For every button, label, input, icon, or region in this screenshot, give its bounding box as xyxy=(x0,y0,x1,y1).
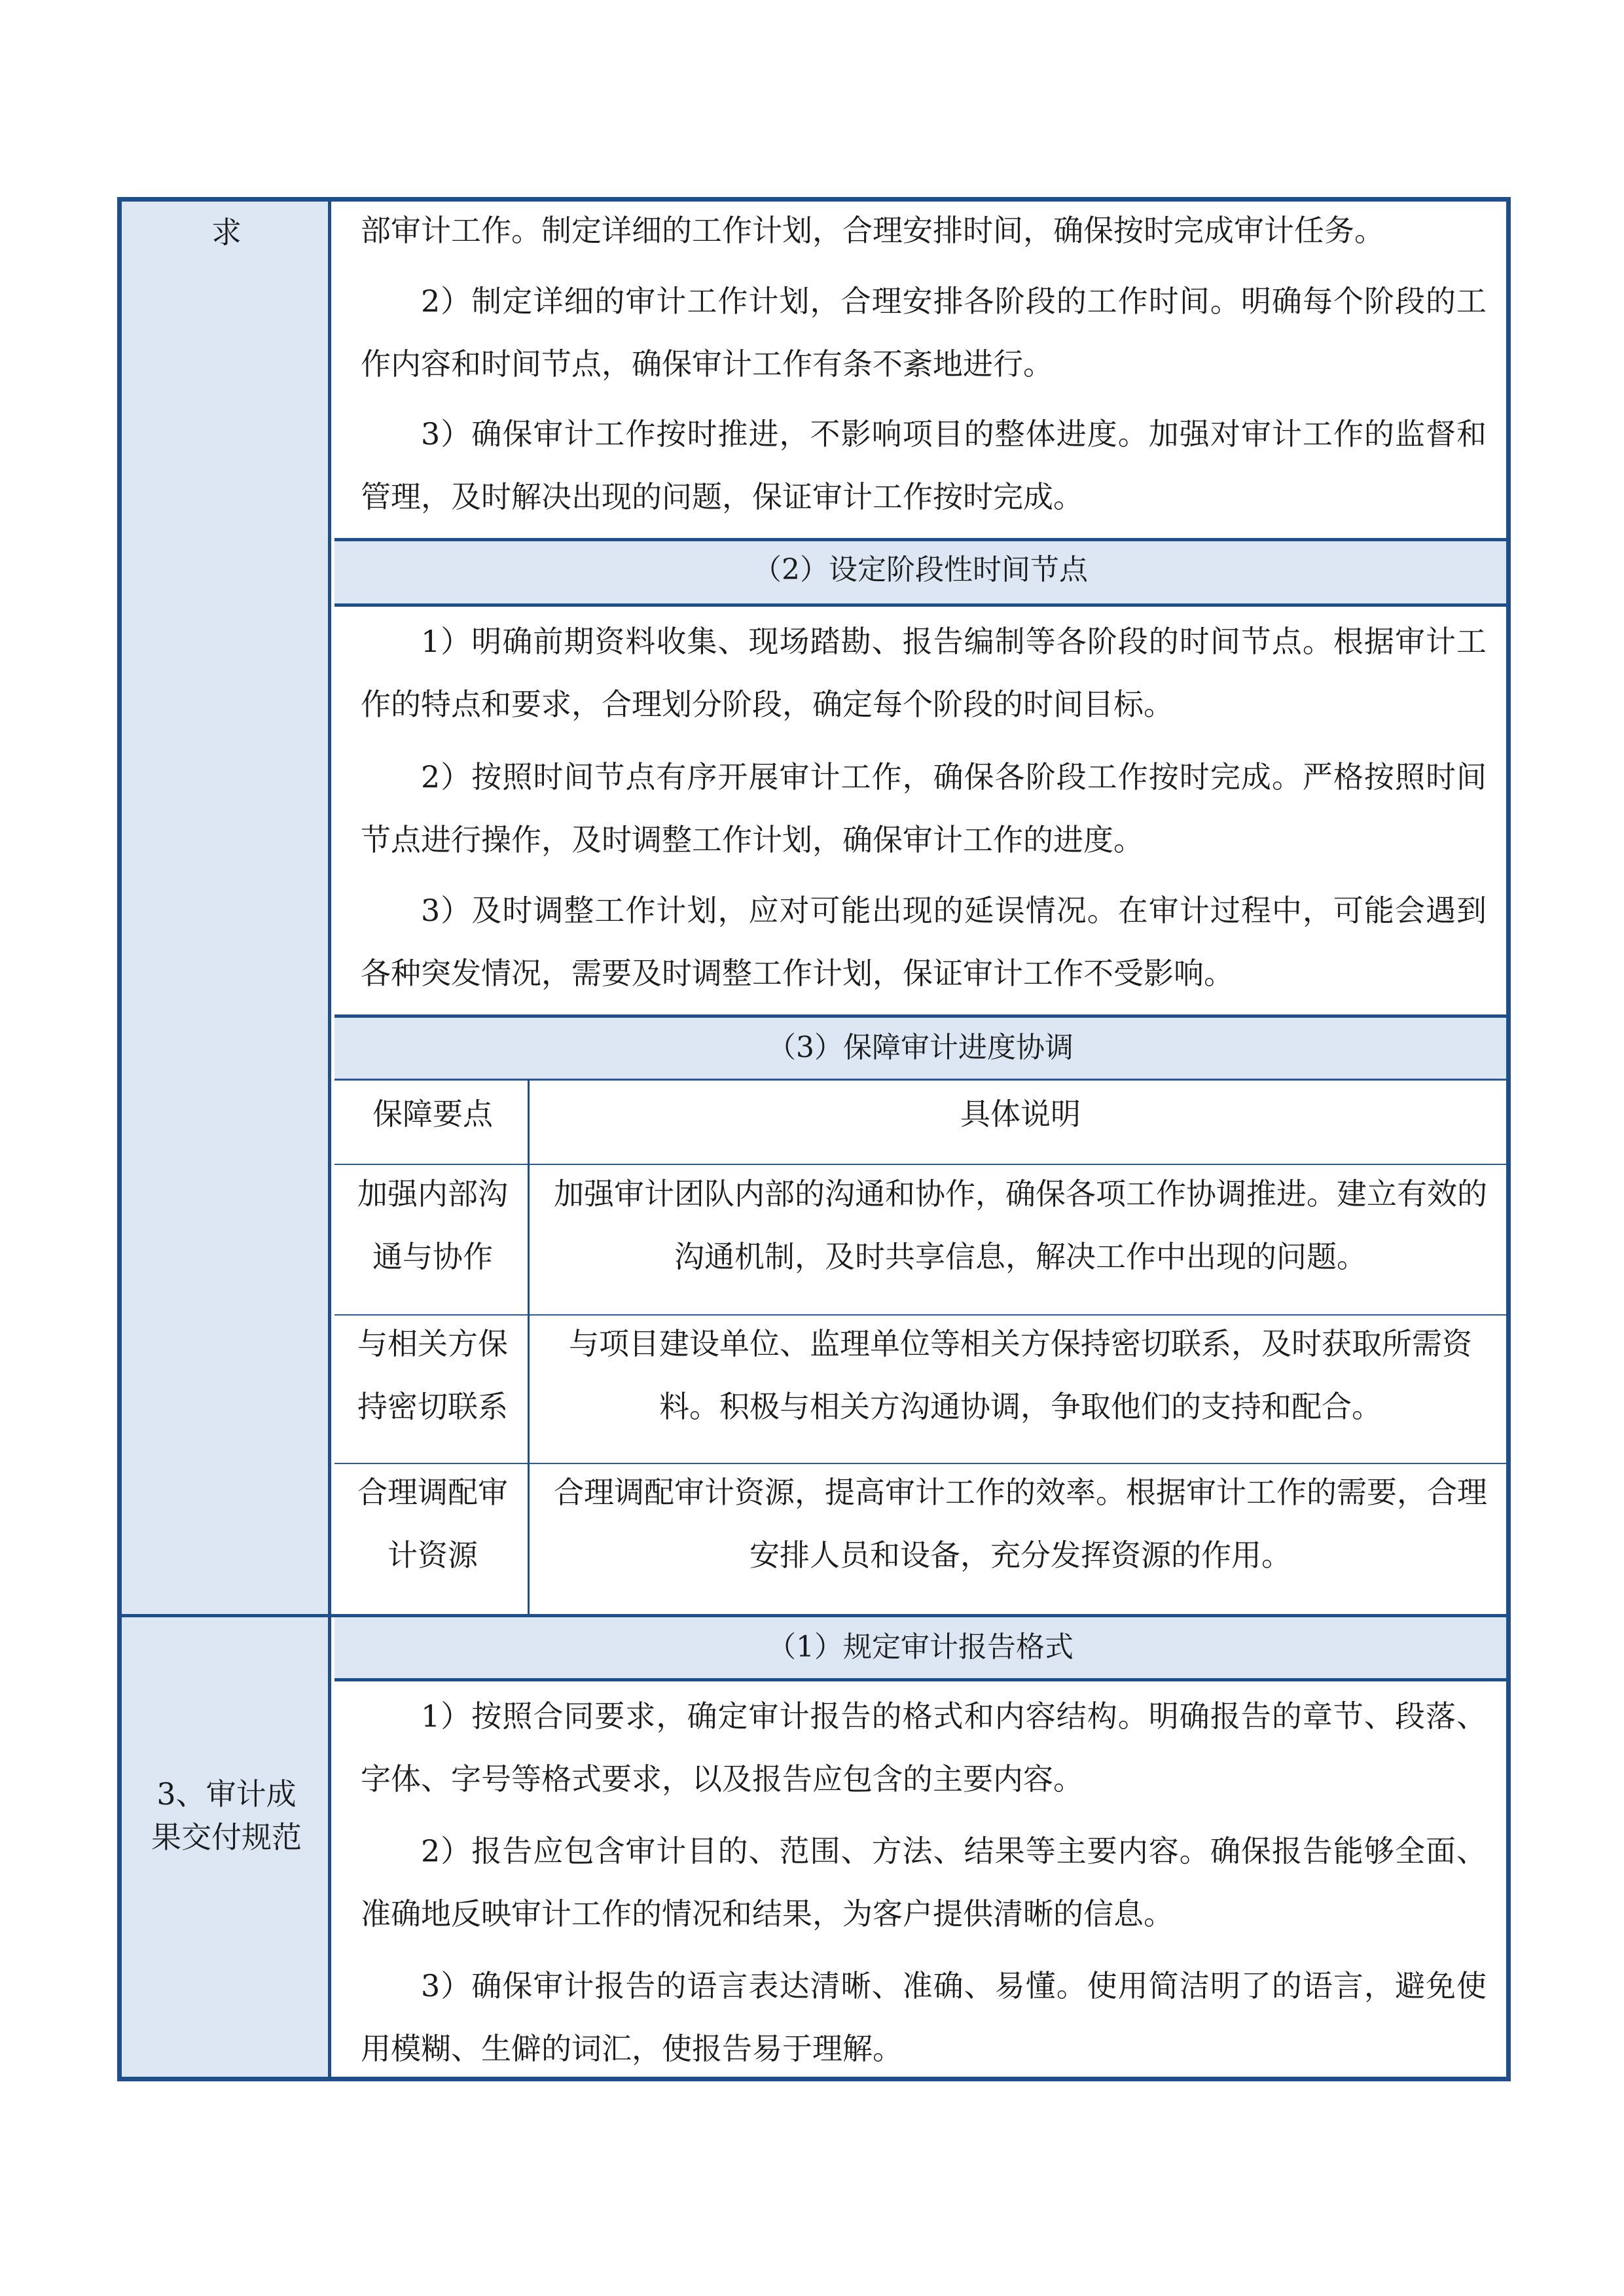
subheading: （3）保障审计进度协调 xyxy=(767,1031,1074,1064)
subtable-desc: 加强审计团队内部的沟通和协作，确保各项工作协调推进。建立有效的沟通机制，及时共享信息，解决工作中出现的问题。 xyxy=(554,1176,1487,1274)
row-divider xyxy=(334,1079,1506,1081)
paragraph: 3）及时调整工作计划，应对可能出现的延误情况。在审计过程中，可能会遇到各种突发情况，需要及时调整工作计划，保证审计工作不受影响。 xyxy=(361,893,1487,991)
paragraph: 1）按照合同要求，确定审计报告的格式和内容结构。明确报告的章节、段落、字体、字号等格式要求，以及报告应包含的主要内容。 xyxy=(361,1698,1487,1797)
paragraph: 部审计工作。制定详细的工作计划，合理安排时间，确保按时完成审计任务。 xyxy=(361,213,1384,248)
paragraph: 3）确保审计报告的语言表达清晰、准确、易懂。使用简洁明了的语言，避免使用模糊、生僻的词汇，使报告易于理解。 xyxy=(361,1968,1487,2066)
content-table xyxy=(117,197,1511,2081)
paragraph: 2）制定详细的审计工作计划，合理安排各阶段的工作时间。明确每个阶段的工作内容和时间节点，确保审计工作有条不紊地进行。 xyxy=(361,283,1487,382)
paragraph: 2）报告应包含审计目的、范围、方法、结果等主要内容。确保报告能够全面、准确地反映审计工作的情况和结果，为客户提供清晰的信息。 xyxy=(361,1833,1487,1931)
subheading-band xyxy=(334,1617,1506,1678)
section2-label-tail: 求 xyxy=(211,215,242,250)
paragraph: 1）明确前期资料收集、现场踏勘、报告编制等各阶段的时间节点。根据审计工作的特点和要求，合理划分阶段，确定每个阶段的时间目标。 xyxy=(361,624,1487,722)
subtable-point: 加强内部沟通与协作 xyxy=(357,1176,508,1274)
subheading: （1）规定审计报告格式 xyxy=(767,1630,1074,1664)
column-divider xyxy=(528,1079,530,1615)
subtable-point: 与相关方保持密切联系 xyxy=(357,1326,508,1424)
row-divider xyxy=(334,603,1506,607)
section3-label: 3、审计成果交付规范 xyxy=(151,1776,302,1855)
subtable-header-desc: 具体说明 xyxy=(960,1096,1081,1132)
subheading-band xyxy=(334,1018,1506,1079)
row-divider xyxy=(334,1678,1506,1681)
subheading: （2）设定阶段性时间节点 xyxy=(753,553,1088,586)
subheading-band xyxy=(334,541,1506,603)
subtable-point: 合理调配审计资源 xyxy=(357,1475,508,1573)
paragraph: 2）按照时间节点有序开展审计工作，确保各阶段工作按时完成。严格按照时间节点进行操作，及时调整工作计划，确保审计工作的进度。 xyxy=(361,759,1487,857)
paragraph: 3）确保审计工作按时推进，不影响项目的整体进度。加强对审计工作的监督和管理，及时解决出现的问题，保证审计工作按时完成。 xyxy=(361,416,1487,514)
subtable-header-point: 保障要点 xyxy=(372,1096,493,1132)
subtable-desc: 与项目建设单位、监理单位等相关方保持密切联系，及时获取所需资料。积极与相关方沟通协调，争取他们的支持和配合。 xyxy=(569,1326,1472,1424)
subtable-desc: 合理调配审计资源，提高审计工作的效率。根据审计工作的需要，合理安排人员和设备，充分发挥资源的作用。 xyxy=(554,1475,1487,1573)
